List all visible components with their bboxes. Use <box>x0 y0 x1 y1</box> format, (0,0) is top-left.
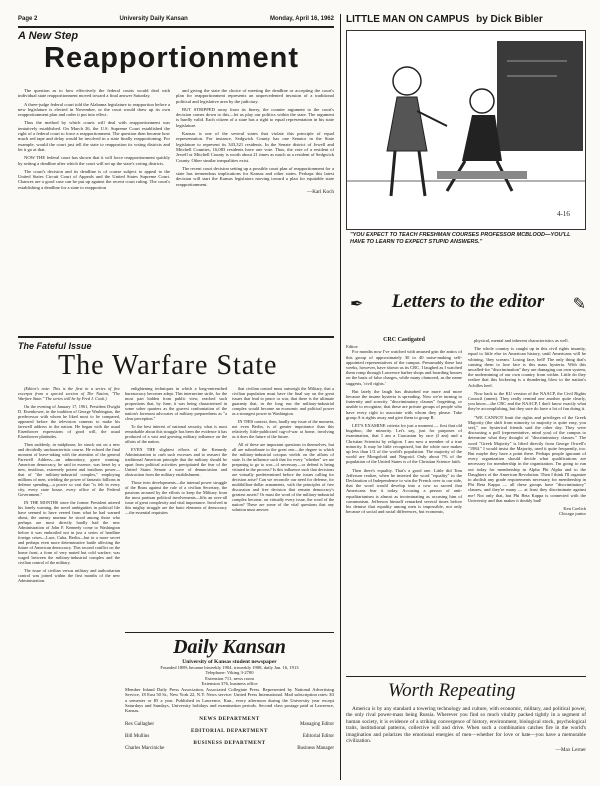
cartoon-series-name: LITTLE MAN ON CAMPUS <box>346 14 470 25</box>
paper-name: University Daily Kansan <box>119 16 188 22</box>
paragraph: and giving the state the choice of meeting the deadline or accepting the court's plan for reapportionment represents an unprecedented invasion of a traditional political and legislative area by the judiciary. <box>176 88 334 104</box>
letter-signature-detail: Chicago junior <box>559 511 586 517</box>
worth-rule <box>346 676 586 677</box>
paragraph: Then suddenly, in midphrase, he struck out on a new and decidedly uncharacteristic course. He echoed the final moment of leave-taking with the attention of the general Farewell Address—an admonitory, grave warning. American democracy, he said in essence, was beset by a new, insidious, extremely potent and insidious power—that of "the military-industrial complex," employing millions of men, wielding the power of fantastic billions in defense spending—a power so vast that "is felt in every city, every state house, every office of the Federal Government." <box>18 442 120 497</box>
editorial1-col1 <box>18 88 170 193</box>
masthead-box <box>125 632 334 780</box>
paragraph: Thus the method by which courts will deal with reapportionment was tentatively established. On March 26, the U.S. Supreme Court established the right of a federal court to force a reapportionment. The question then became how much red tape and delay would be involved in a state finally reapportioning. For example, would the court just tell the state to reapportion its voting districts and let it go at that. <box>18 120 170 152</box>
warfare-col3 <box>232 386 334 515</box>
paragraph: Now back to the KU version of the NAACP, the Civil Rights Council (amen). They really remind one another quite clearly, you know—the CRC and the NAACP, I don't know exactly what they're accomplishing, but they sure do have a lot of fun doing it. <box>468 390 586 412</box>
paragraph: The whole country is caught up in this civil rights insanity, equal to little else in American history, until Americans will be whining, 'they scream.' Losing face, hell! The only thing that's causing them to lose face is this mass hysteria. With this uncalled-for "discrimination" they are damaging our own system, the undermining of our own country from within. Little do they realize that this bickering is a thundering blow to the nation's Achilles heel. <box>468 346 586 388</box>
cartoon-title <box>346 14 586 25</box>
pen-icon: ✒ <box>350 296 364 313</box>
letters-col-a <box>346 338 462 518</box>
section-title: The Warfare State <box>58 350 278 381</box>
paragraph: physical, mental and inherent characteristics as well. <box>474 338 569 343</box>
letter-salutation: Editor: <box>346 344 359 350</box>
letters-heading <box>350 292 586 332</box>
paragraph: A three-judge federal court told the Alabama legislature to reapportion before a new legislature is elected in November, or the court would draw up its own reapportionment plan and order it put into effect. <box>18 101 170 118</box>
paragraph: LET'S EXAMINE criteria for just a moment — first that old bugaboo, the minority. Let's say, just for purposes of examination, that I am a Caucasian by race (I am) and a Christian Scientist by religion. I am now a member of a true minority. It may be little recognized, but the white race makes up less than 1/3 of the world's population. The majority of the world are Mongoloid and Negroid. Only about 7% of the population of the United States is of the Christian Science faith. <box>346 423 462 465</box>
worth-body <box>346 706 586 754</box>
paragraph: All of these are important questions in themselves, but all are subordinate to the great one—the degree to which the military-industrial octopus wields on the affairs of state. Is the influence such that for every "whether" we are preparing to go to war—if necessary—or defend is being vitiated in the process? Is this influence such that decisions are virtually predetermined before the issues calling for decision arise? Can we reconcile our need for defense, for multibillion-dollar armaments, with the principles of free discussion and free decision that remain democracy's greatest assets? Or must the word of the military-industrial complex become, on virtually every issue, the word of the nation? These are some of the vital questions that any solution must answer. <box>232 442 334 512</box>
paragraph: Then there's equality. That's a good one. Little did Tom Jefferson realize, when he inserted the word "equality" in the Declaration of Independence to win the French over to our side, that the word would develop into a cow so sacred that Americans fear it today. Accusing a person of anti-equalitarianism is almost as incriminating as accusing him of communism. Jefferson himself remarked several times before his demise that equality among men is impossible, not only because of social and racial differences, but economic, <box>346 467 462 515</box>
paragraph: IN THE MONTHS since the former President uttered his lonely warning, the novel ambiguities in political life have seemed to have veered from what he had warned about, the uneasy murmur he stood among those who perhaps are most directly hardly had the new Administration of John F. Kennedy come to Washington before it was embroiled not in just a series of headline foreign crises—Laos, Cuba, Berlin—but in a more secret and perhaps even more determinative battle affecting the future of American democracy. This second conflict on the home front, a form of very muted but cold warfare, was waged between the military-industrial complex and the civilian control of the military. <box>18 500 120 565</box>
paragraph: The issue of civilian versus military and authoritarian control was joined within the first months of the new Administration. <box>18 568 120 583</box>
staff-role: Editorial Editor <box>302 733 334 739</box>
paragraph: BUT STRIPPED away from its finery, the counter argument to the court's decision comes down to this—let us play our politics within the state. The argument is hardly valid. Each citizen of a state has a right to equal representation in his state legislature. <box>176 106 334 128</box>
masthead-title: Daily Kansan <box>173 636 286 658</box>
paragraph: To the best interest of national security, what is most remarkable about this struggle has been the evidence it has produced of a vast and growing military influence on the affairs of the nation. <box>125 424 227 444</box>
cartoon-caption: "YOU EXPECT TO TEACH FRESHMAN COURSES PROFESSOR MCBLOOD—YOU'LL HAVE TO LEARN TO EXPECT STUPID ANSWERS." <box>350 232 571 245</box>
editorial-kicker: A New Step <box>18 30 79 42</box>
masthead-ext-business: Extension 376, business office <box>201 680 258 686</box>
masthead-phone: Telephone: Viking 3-2700 <box>205 670 254 676</box>
masthead-subtitle: University of Kansas student newspaper <box>182 659 277 665</box>
paragraph: that civilian control must outweigh the Military, that a civilian population must have the final say on the great issues that lead to peace or war, that there is the ultimate guaranty that, in the long run the military-industrial complex would become an economic and political power as a strongest power in Washington. <box>232 386 334 416</box>
page-number: Page 2 <box>18 16 38 22</box>
staff-name: Charles Marciniche <box>125 745 165 751</box>
editorial-department-heading: EDITORIAL DEPARTMENT <box>191 727 268 734</box>
letters-title: Letters to the editor <box>391 291 545 312</box>
news-department-heading: NEWS DEPARTMENT <box>199 715 260 722</box>
editorial1-col2 <box>176 88 334 195</box>
paragraph: Those twin developments—the internal power struggle of the Brass against the rule of a civilian Secretary, the passions aroused by the efforts to keep the Military from the most partisan political involvements—lifts an over-all issue of great complexity and vital importance. Involved in this mighty struggle are the basic elements of democracy—the essential requisites <box>125 480 227 515</box>
paragraph: enlightening techniques in which a long-entrenched bureaucracy becomes adept. This internecine strife, for the most part hidden from public view, reached such proportions that, by June, it was being characterized in some sober quarters as the gravest confrontation of the nation's foremost advocates of military preparedness as "a clear perception." <box>125 386 227 421</box>
warfare-col1 <box>18 386 120 586</box>
cartoon-drawing <box>347 31 586 230</box>
staff-name: Bill Mullins <box>125 733 150 739</box>
staff-role: Business Manager <box>297 745 334 751</box>
pen-icon: ✎ <box>572 296 586 313</box>
worth-title: Worth Repeating <box>388 680 516 701</box>
paragraph: NOW THE federal court has shown that it will force reapportionment quickly by setting a deadline after which the court will set up the state's voting districts. <box>18 155 170 166</box>
editorial-byline: —Karl Koch <box>307 189 334 196</box>
page-header <box>18 16 334 25</box>
cartoon-panel <box>346 30 586 230</box>
staff-role: Managing Editor <box>299 721 334 727</box>
paragraph: America is by any standard a towering technology and culture, with economic, military, and political power, the only rival power-mass being Russia. Wherever you find so much vitality packed tightly in a segment of human society, it is evidence of a striking convergence of history, environment, biological stock, psychological traits, institutional patterns, collective will and drive. When such a combination catches fire in the world's imagination and polarizes the emotional energies of men—whether for love or hate—you have a memorable civilization. <box>346 706 586 745</box>
paragraph: But lately the laugh has disturbed me more and more because the insane hysteria is spreading. Now we're turning to fraternity and sorority "discriminatory clauses" forgetting, or unable to recognize, that these are private groups of people who have every right to associate with whom they please. Take group A is rights away and give them to group B. <box>346 388 462 420</box>
masthead-founded: Founded 1889, became biweekly 1904, triweekly 1908, daily Jan. 16, 1913 <box>160 665 299 670</box>
letters-col-b <box>468 338 586 517</box>
editorial-title: Reapportionment <box>44 42 300 74</box>
worth-byline: —Max Lerner <box>555 747 586 754</box>
staff-name: Rex Gallagher <box>125 721 155 727</box>
cartoon-author: by Dick Bibler <box>476 14 543 25</box>
header-rule <box>18 26 334 28</box>
paragraph: The question as to how effectively the federal courts would deal with individual state reapportionment moved toward a final answer Saturday. <box>18 88 170 99</box>
paragraph: EVEN THE slightest efforts of the Kennedy Administration to curb such excesses and to reassert the traditional American principle that the military should be apart from political activities precipitated the fear of the United States Senate a wave of denunciation and obstruction from the military establishment. <box>125 447 227 477</box>
paragraph: The recent court decision setting up a possible court plan of reapportionment for a state has tremendous implications for Kansas and other states. Perhaps this latest decision will start the Kansas legislators moving toward a plan for equitable state reapportionment. <box>176 165 334 187</box>
masthead-ext-news: Extension 711, news room <box>205 675 254 681</box>
paragraph: IN THIS context, then, hardly any issue of the moment, not even Berlin, is of greater importance than this relatively little-publicized tug-of-war at home, involving as it does the future of the future. <box>232 419 334 439</box>
paragraph: (Editor's note: This is the first in a series of five excerpts from a special section of The Nation, "The Warfare State." The series will be by Fred J. Cook.) <box>18 386 120 401</box>
issue-date: Monday, April 16, 1962 <box>269 16 334 22</box>
svg-text:4-16: 4-16 <box>557 210 570 218</box>
section-rule <box>18 336 334 338</box>
masthead-membership: Member Inland Daily Press Association, Associated Collegiate Press. Represented by National Advertising Service, 18 East 50 St., New York 22, N.Y. News service: United Press International. Mail subscription rates: $3 a semester or $5 a year. Published in Lawrence, Kan., every afternoon during the University year except Saturdays and Sundays, University holidays and examination periods. Second class postage paid at Lawrence, Kansas. <box>125 687 334 714</box>
paragraph: The court's decision and its deadline is of course subject to appeal to the United States Circuit Court of Appeals and the United States Supreme Court. Chances are a good case can be put up against the recent court ruling. The court's establishing a deadline for a state to reapportion <box>18 168 170 190</box>
paragraph: On the evening of January 17, 1961, President Dwight D. Eisenhower, in the tradition of George Washington, the predecessor with whom he liked most to be compared, appeared before the television cameras to make his farewell address to the nation. He began with the usual Eisenhower expressions of good will, the usual Eisenhower platitudes. <box>18 404 120 439</box>
section-kicker: The Fateful Issue <box>18 341 92 351</box>
paragraph: "WE CANNOT limit the rights and privileges of the Greek Majority (the shift from minority to majority is quite easy, you see)," our hysterical friends said the other day. They were discussing a poll (representative, mind you) of the campus to determine what they thought of "discriminatory clauses." The word "Greek Majority" is lifted directly from George Orwell's "1984." I would insist the Majority, used it quite frequently, too. But maybe they have a point there. Perhaps people ignorant of every organization should decide what qualifications are necessary for membership in the organization. I'm going to run out today for membership in Alpha Phi Alpha and to the Daughters of the American Revolution. Then I think I'll organize to abolish any grade requirements necessary for membership in Phi Beta Kappa — all these groups have "discriminatory" clauses, and they're many — at least they discriminate against me! Not only that, but Phi Beta Kappa is connected with the University and that makes it doubly bad! <box>468 414 586 503</box>
warfare-col2 <box>125 386 227 518</box>
letter-headline: CRC Castigated <box>383 337 425 343</box>
paragraph: Kansas is one of the several states that violate this principle of equal representation. For instance, Sedgwick County has one Senator in the State legislature to represent its 343,321 residents. In the Senate district of Jewell and Mitchell Counties, 16,083 residents have one vote. Thus, the vote of a resident of Jewell or Mitchell County is worth about 21 times as much as a resident of Sedgwick County. Other similar inequalities exist. <box>176 131 334 163</box>
business-department-heading: BUSINESS DEPARTMENT <box>193 739 266 746</box>
letter-signature: Ken Coelich <box>563 506 586 512</box>
paragraph: For months now I've watched with amused grin the antics of this group of approximately 30 to 40 noise-making self-appointed representatives of the campus. Presumably these last weeks, however, have shown us its CRC. I laughed as I watched them romp through Lawrence barber shops and boarding houses on the basis of false charges, while many clamored, as the name suggests, 'civil rights.' <box>346 349 462 386</box>
column-divider <box>340 14 341 780</box>
staff-row <box>125 746 334 752</box>
